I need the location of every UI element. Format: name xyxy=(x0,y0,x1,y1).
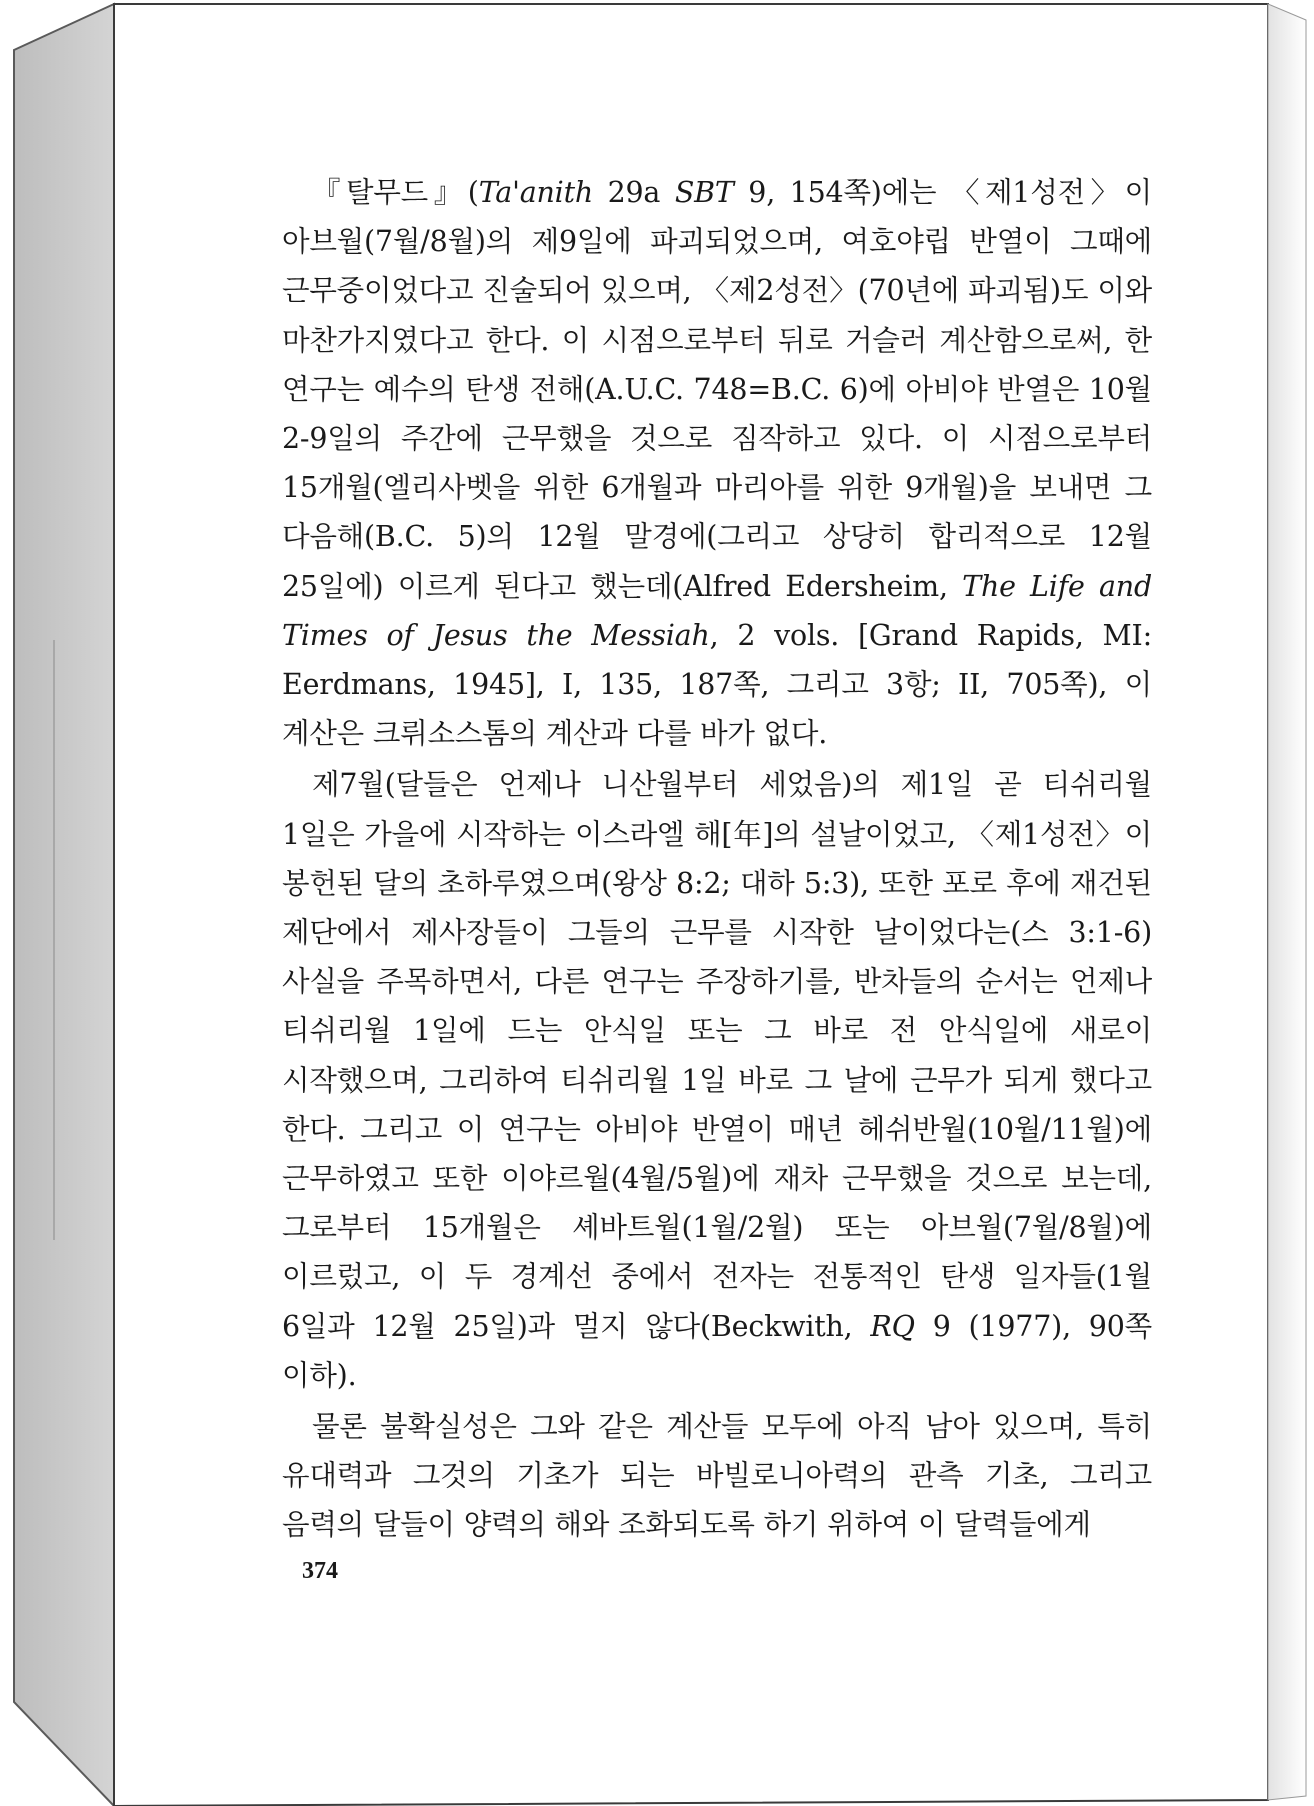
italic-text-segment: RQ xyxy=(870,1309,915,1343)
text-segment: , 2 vols. [Grand Rapids, MI: Eerdmans, 1945], I, 135, 187쪽, 그리고 3항; II, 705쪽), 이 계산은 크뤼소스톰의 계산과 다를 바가 없다. xyxy=(282,618,1152,751)
italic-text-segment: SBT xyxy=(674,176,734,209)
page-number: 374 xyxy=(302,1558,338,1584)
paragraph xyxy=(282,760,1152,1400)
book-spine-side xyxy=(14,4,114,1806)
book-right-edge xyxy=(1268,4,1306,1800)
page-text-block xyxy=(282,168,1152,1628)
paragraph xyxy=(282,1402,1152,1550)
italic-text-segment: The Life and Times of Jesus the Messiah xyxy=(282,569,1152,652)
text-segment: 29a xyxy=(592,176,675,209)
paragraph xyxy=(282,168,1152,758)
text-segment: 제7월(달들은 언제나 니산월부터 세었음)의 제1일 곧 티쉬리월 1일은 가을에 시작하는 이스라엘 해[年]의 설날이었고, 〈제1성전〉이 봉헌된 달의 초하루였으며(왕상 8:2; 대하 5:3), 또한 포로 후에 재건된 제단에서 제사장들이 그들의 근무를 시작한 날이었다는(스 3:1-6) 사실을 주목하면서, 다른 연구는 주장하기를, 반차들의 순서는 언제나 티쉬리월 1일에 드는 안식일 또는 그 바로 전 안식일에 새로이 시작했으며, 그리하여 티쉬리월 1일 바로 그 날에 근무가 되게 했다고 한다. 그리고 이 연구는 아비야 반열이 매년 헤쉬반월(10월/11월)에 근무하였고 또한 이야르월(4월/5월)에 재차 근무했을 것으로 보는데, 그로부터 15개월은 셰바트월(1월/2월) 또는 아브월(7월/8월)에 이르렀고, 이 두 경계선 중에서 전자는 전통적인 탄생 일자들(1월 6일과 12월 25일)과 멀지 않다(Beckwith, xyxy=(282,768,1152,1343)
text-segment: 물론 불확실성은 그와 같은 계산들 모두에 아직 남아 있으며, 특히 유대력과 그것의 기초가 되는 바빌로니아력의 관측 기초, 그리고 음력의 달들이 양력의 해와 조화되도록 하기 위하여 이 달력들에게 xyxy=(282,1410,1152,1542)
text-segment: 9, 154쪽)에는 〈제1성전〉이 아브월(7월/8월)의 제9일에 파괴되었으며, 여호야립 반열이 그때에 근무중이었다고 진술되어 있으며, 〈제2성전〉(70년에 파괴됨)도 이와 마찬가지였다고 한다. 이 시점으로부터 뒤로 거슬러 계산함으로써, 한 연구는 예수의 탄생 전해(A.U.C. 748=B.C. 6)에 아비야 반열은 10월 2-9일의 주간에 근무했을 것으로 짐작하고 있다. 이 시점으로부터 15개월(엘리사벳을 위한 6개월과 마리아를 위한 9개월)을 보내면 그 다음해(B.C. 5)의 12월 말경에(그리고 상당히 합리적으로 12월 25일에) 이르게 된다고 했는데(Alfred Edersheim, xyxy=(282,176,1152,603)
text-segment: 9 (1977), 90쪽 이하). xyxy=(282,1309,1152,1392)
text-segment: 『탈무드』( xyxy=(312,176,479,209)
italic-text-segment: Ta'anith xyxy=(478,176,593,209)
